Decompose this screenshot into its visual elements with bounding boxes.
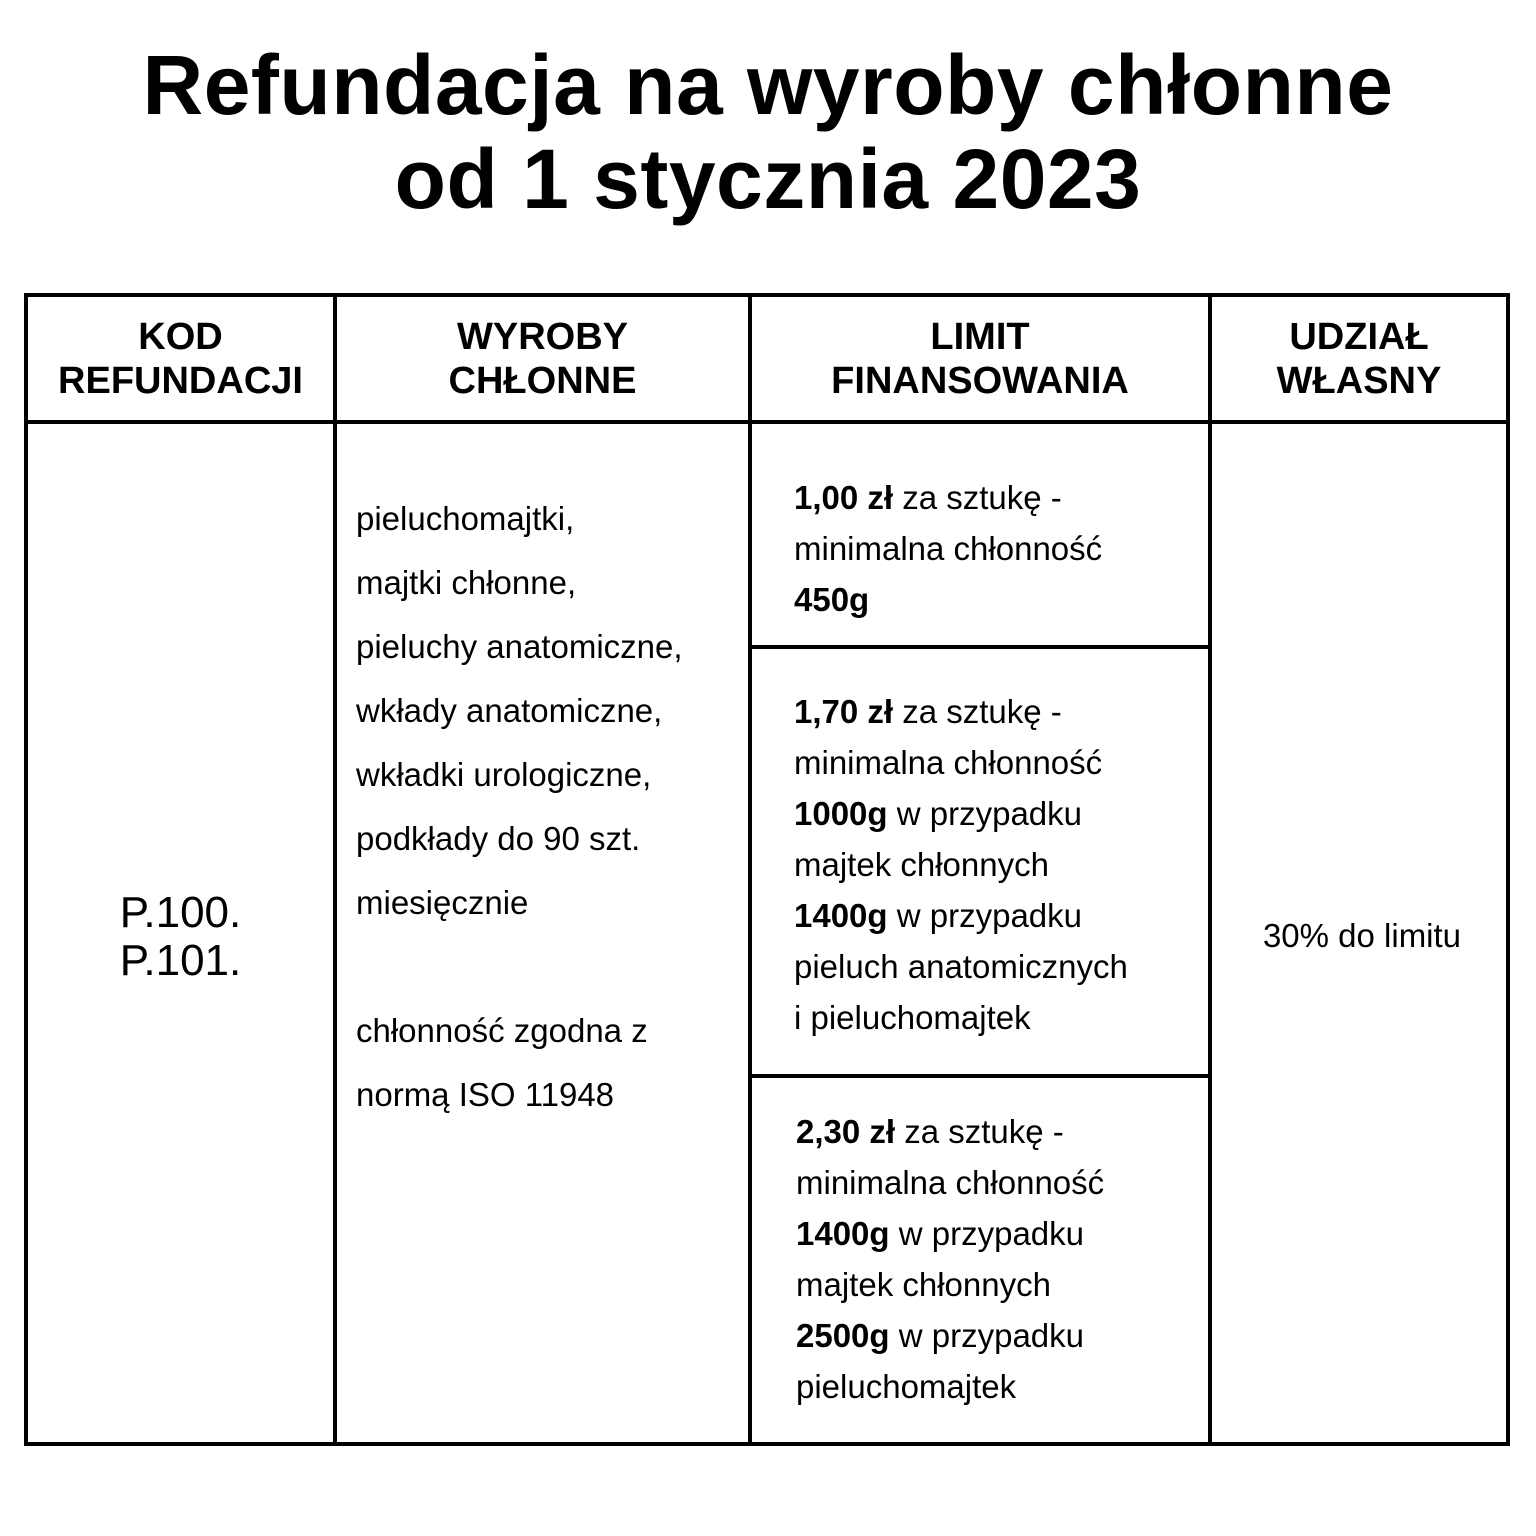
own-share-cell: [1214, 421, 1510, 1442]
limit-tier-3: [796, 1106, 1104, 1412]
iso-note: chłonność zgodna z: [356, 1012, 648, 1049]
column-divider: [333, 297, 337, 1442]
refund-code: P.100.: [119, 887, 242, 937]
products-cell: [356, 487, 766, 1127]
column-divider: [1208, 297, 1212, 1442]
product-item: miesięcznie: [356, 884, 529, 921]
row-divider: [750, 645, 1210, 649]
limit-text: majtek chłonnych: [794, 846, 1049, 883]
product-item: wkładki urologiczne,: [356, 756, 652, 793]
header-text: CHŁONNE: [448, 360, 637, 402]
limit-text: majtek chłonnych: [796, 1266, 1051, 1303]
limit-text: pieluch anatomicznych: [794, 948, 1128, 985]
header-text: WŁASNY: [1276, 360, 1442, 402]
header-text: FINANSOWANIA: [831, 360, 1129, 402]
limit-text: w przypadku: [889, 1215, 1085, 1252]
header-text: REFUNDACJI: [58, 360, 303, 402]
limit-tier-2: [794, 686, 1128, 1043]
limit-price: 1,00 zł: [794, 479, 894, 516]
limit-text: w przypadku: [887, 897, 1083, 934]
header-text: WYROBY: [456, 316, 628, 358]
limit-text: w przypadku: [887, 795, 1083, 832]
limit-text: za sztukę -: [893, 479, 1062, 516]
limit-text: pieluchomajtek: [796, 1368, 1017, 1405]
limit-price: 1,70 zł: [794, 693, 894, 730]
limit-text: w przypadku: [889, 1317, 1085, 1354]
refund-code: P.101.: [119, 935, 242, 985]
limit-absorbency: 1000g: [794, 795, 888, 832]
product-item: majtki chłonne,: [356, 564, 577, 601]
own-share-value: 30% do limitu: [1262, 916, 1462, 954]
limit-text: za sztukę -: [893, 693, 1062, 730]
limit-absorbency: 1400g: [794, 897, 888, 934]
header-text: KOD: [138, 316, 223, 358]
limit-tier-1: [794, 472, 1102, 625]
limit-absorbency: 2500g: [796, 1317, 890, 1354]
limit-text: minimalna chłonność: [796, 1164, 1105, 1201]
product-item: podkłady do 90 szt.: [356, 820, 641, 857]
page-title: [0, 38, 1536, 226]
title-line-2: od 1 stycznia 2023: [394, 132, 1142, 226]
limit-text: i pieluchomajtek: [794, 999, 1031, 1036]
product-item: wkłady anatomiczne,: [356, 692, 663, 729]
row-divider: [750, 1074, 1210, 1078]
header-text: LIMIT: [930, 316, 1030, 358]
title-line-1: Refundacja na wyroby chłonne: [142, 38, 1394, 132]
limit-absorbency: 450g: [794, 581, 870, 618]
refund-codes-cell: [28, 421, 333, 1442]
product-item: pieluchomajtki,: [356, 500, 575, 537]
header-products: [337, 297, 748, 421]
limit-text: minimalna chłonność: [794, 530, 1103, 567]
header-funding-limit: [752, 297, 1208, 421]
header-own-share: [1212, 297, 1506, 421]
limit-price: 2,30 zł: [796, 1113, 896, 1150]
limit-text: minimalna chłonność: [794, 744, 1103, 781]
header-text: UDZIAŁ: [1289, 316, 1429, 358]
iso-note: normą ISO 11948: [356, 1076, 615, 1113]
limit-text: za sztukę -: [895, 1113, 1064, 1150]
header-refund-code: [28, 297, 333, 421]
product-item: pieluchy anatomiczne,: [356, 628, 683, 665]
limit-absorbency: 1400g: [796, 1215, 890, 1252]
refund-table: [24, 293, 1510, 1446]
